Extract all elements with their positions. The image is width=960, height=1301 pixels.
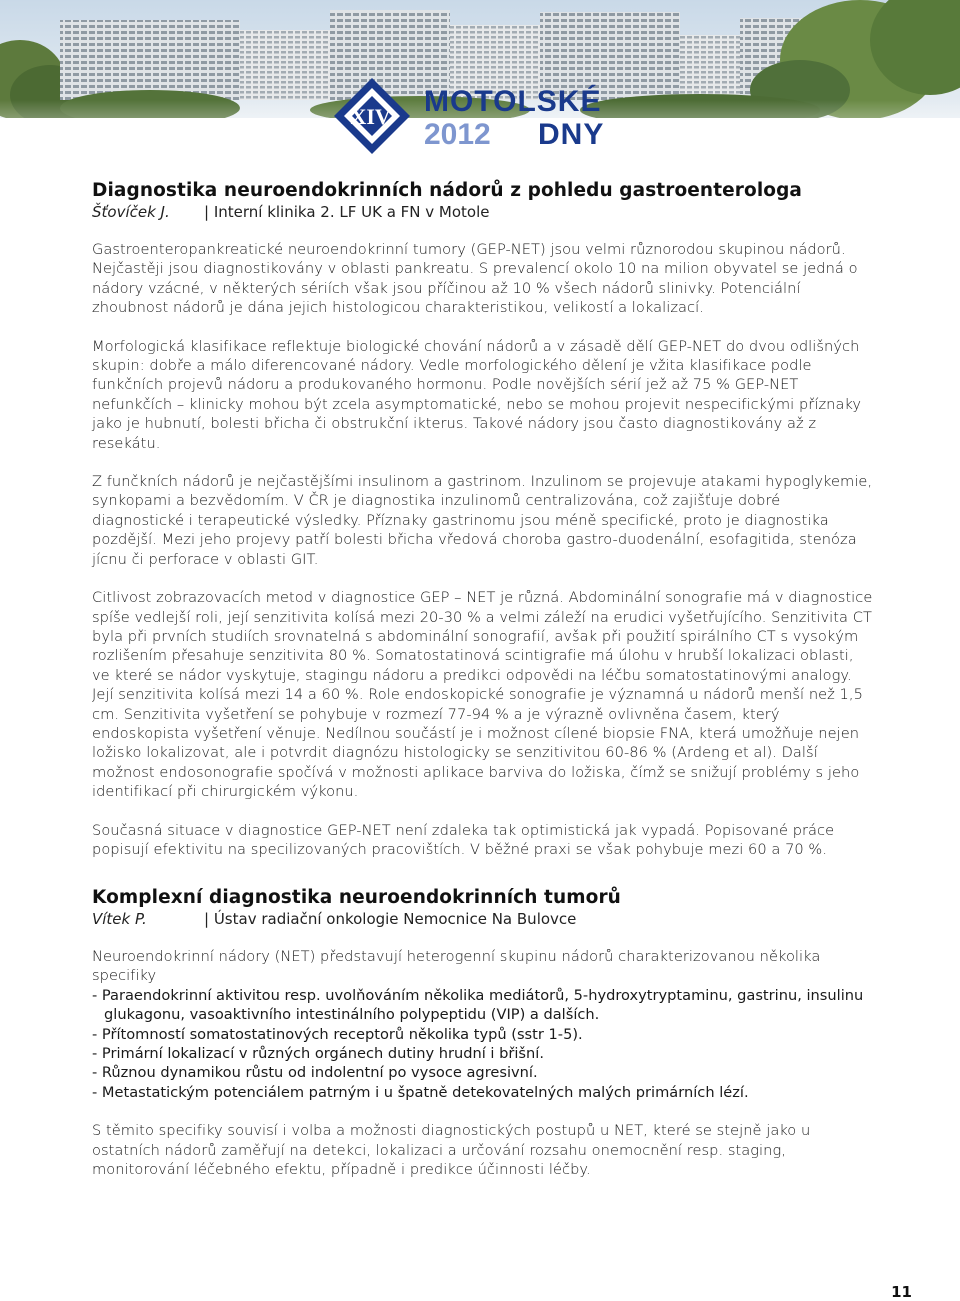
logo-emblem bbox=[334, 78, 410, 154]
list-item: - Primární lokalizací v různých orgánech dutiny hrudní i břišní. bbox=[92, 1045, 544, 1063]
paragraph: Z funčkních nádorů je nejčastějšími insulinom a gastrinom. Inzulinom se projevuje atakami hypoglykemie, synkopami a bezvědomím. V ČR je diagnostika inzulinomů centralizována, což zajišťuje dobré diagnostické i terapeutické výsledky. Příznaky gastrinomu jsou méně specifické, proto je diagnostika pozdější. Mezi jeho projevy patří bolesti břicha vředová choroba gastro-duodenální, esofagitida, stenóza jícnu či perforace v oblasti GIT. bbox=[92, 473, 873, 568]
paragraph: Neuroendokrinní nádory (NET) představují heterogenní skupinu nádorů charakterizovanou několika specifiky bbox=[92, 948, 821, 985]
logo-title-1: MOTOLSKÉ bbox=[424, 85, 602, 118]
logo-year: 2012 bbox=[424, 118, 491, 151]
list-item: - Paraendokrinní aktivitou resp. uvolňováním několika mediátorů, 5-hydroxytryptaminu, gastrinu, insulinu glukagonu, vasoaktivního intestinálního polypeptidu (VIP) a dalších. bbox=[92, 986, 864, 1024]
article-gastroenterology bbox=[92, 180, 874, 878]
article-byline bbox=[92, 202, 874, 222]
author-name: Vítek P. bbox=[92, 910, 147, 928]
paragraph: Gastroenteropankreatické neuroendokrinní tumory (GEP-NET) jsou velmi různorodou skupinou nádorů. Nejčastěji jsou diagnostikovány v oblasti pankreatu. S prevalencí okolo 10 na milion obyvatel se jedná o nádory vzácné, v některých sériích však jsou příčinou až 10 % všech nádorů slinivky. Potenciální zhoubnost nádorů je dána jejich histologicou charakteristikou, velikostí a lokalizací. bbox=[92, 241, 858, 317]
specifics-list bbox=[92, 986, 874, 1102]
article-title: Diagnostika neuroendokrinních nádorů z pohledu gastroenterologa bbox=[92, 180, 802, 201]
paragraph: Současná situace v diagnostice GEP-NET není zdaleka tak optimistická jak vypadá. Popisované práce popisují efektivitu na specilizovaných pracovištích. V běžné praxi se však pohybuje mezi 60 a 70 %. bbox=[92, 821, 835, 858]
list-item: - Různou dynamikou růstu od indolentní po vysoce agresivní. bbox=[92, 1064, 538, 1082]
article-byline bbox=[92, 909, 874, 929]
page-number: 11 bbox=[891, 1283, 912, 1301]
author-affiliation: | Ústav radiační onkologie Nemocnice Na Bulovce bbox=[204, 910, 577, 928]
header-banner bbox=[0, 0, 960, 168]
author-affiliation: | Interní klinika 2. LF UK a FN v Motole bbox=[204, 203, 490, 221]
paragraph: S těmito specifiky souvisí i volba a možnosti diagnostických postupů u NET, které se stejně jako u ostatních nádorů zaměřují na detekci, lokalizaci a určování rozsahu onemocnění resp. staging, monitorování léčebného efektu, případně i predikce účinnosti léčby. bbox=[92, 1122, 811, 1179]
list-item: - Metastatickým potenciálem patrným i u špatně detekovatelných malých primárních lézí. bbox=[92, 1083, 749, 1101]
paragraph: Citlivost zobrazovacích metod v diagnostice GEP – NET je různá. Abdominální sonografie má v diagnostice spíše vedlejší roli, její senzitivita kolísá mezi 20-30 % a velmi záleží na erudici vyšetřujícího. Senzitivita CT byla při prvních studiích srovnatelná s abdominální sonografií, avšak při použití spirálního CT s vysokým rozlišením přesahuje senzitivita 80 %. Somatostatinová scintigrafie má úlohu v hrubší lokalizaci oblasti, ve které se nádor vyskytuje, stagingu nádoru a predikci odpovědi na léčbu somatostatinovými analogy. Její senzitivita kolísá mezi 14 a 60 %. Role endoskopické sonografie je významná u nádorů menší než 1,5 cm. Senzitivita vyšetření se pohybuje v rozmezí 77-94 % a je výrazně ovlivněna časem, který endoskopista vyšetření věnuje. Nedílnou součástí je i možnost cílené biopsie FNA, která umožňuje nejen ložisko lokalizovat, ale i potvrdit diagnózu histologicky se senzitivitou 60-86 % (Ardeng et al). Další možnost endosonografie spočívá v možnosti aplikace barviva do ložiska, čímž se snižují problémy s jeho identifikací při chirurgickém výkonu. bbox=[92, 589, 873, 801]
article-complex-diagnostics bbox=[92, 887, 874, 1198]
event-logo bbox=[332, 76, 632, 156]
author-name: Šťovíček J. bbox=[92, 203, 170, 221]
paragraph: Morfologická klasifikace reflektuje biologické chování nádorů a v zásadě dělí GEP-NET do dvou odlišných skupin: dobře a málo diferencované nádory. Vedle morfologického dělení je vžita klasifikace podle funkčních projevů nádoru a produkovaného hormonu. Podle novějších sérií jež až 75 % GEP-NET nefunkčích – klinicky mohou být zcela asymptomatické, nebo se mohou projevit nespecifickými příznaky jako je hubnutí, bolesti břicha či obstrukční ikterus. Takové nádory jsou často diagnostikovány až z resekátu. bbox=[92, 337, 862, 452]
logo-title-2: DNY bbox=[538, 118, 605, 151]
list-item: - Přítomností somatostatinových receptorů několika typů (sstr 1-5). bbox=[92, 1025, 583, 1043]
article-title: Komplexní diagnostika neuroendokrinních tumorů bbox=[92, 887, 621, 908]
logo-roman: XIV. bbox=[350, 104, 394, 129]
